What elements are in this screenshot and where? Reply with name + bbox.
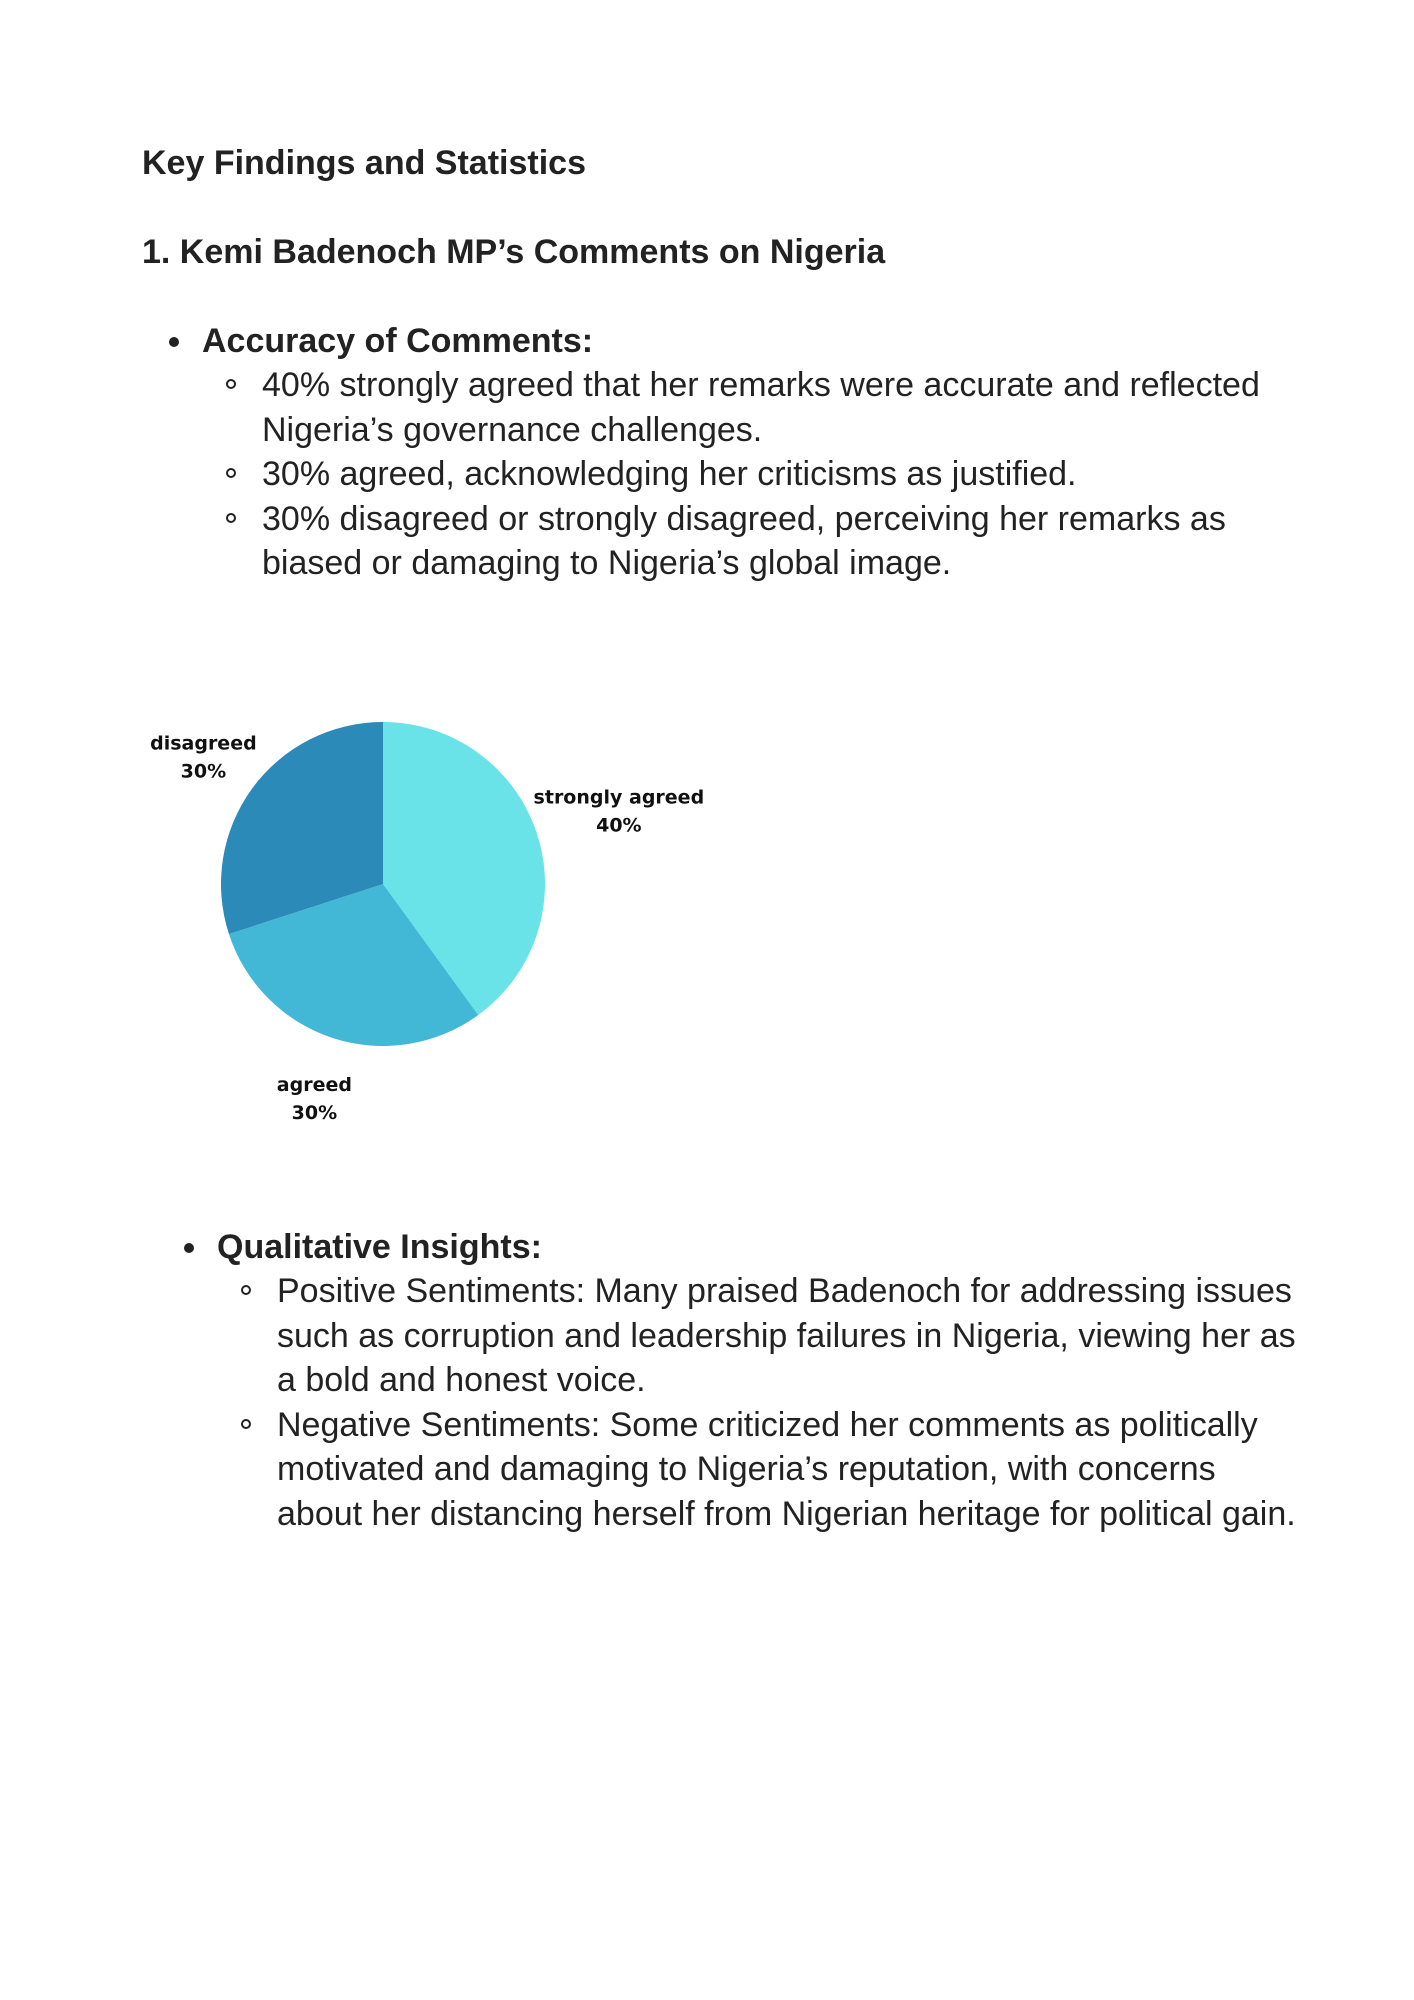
hollow-bullet-icon [226, 379, 236, 389]
hollow-bullet-icon [241, 1285, 251, 1295]
hollow-bullet-icon [241, 1419, 251, 1429]
page-heading: Key Findings and Statistics [142, 144, 586, 182]
accuracy-title-text: Accuracy of Comments: [202, 322, 594, 360]
list-item [202, 363, 1262, 452]
pie-label-name: strongly agreed [533, 786, 705, 809]
hollow-bullet-icon [226, 513, 236, 523]
accuracy-section [202, 319, 1262, 586]
list-item [217, 1269, 1297, 1403]
list-item [217, 1403, 1297, 1537]
hollow-bullet-icon [226, 468, 236, 478]
pie-label-value: 40% [596, 814, 642, 837]
list-item [202, 497, 1262, 586]
pie-label-value: 30% [180, 760, 227, 783]
accuracy-title [202, 319, 1262, 363]
list-item-text: 30% disagreed or strongly disagreed, perceiving her remarks as biased or damaging to Nigeria’s global image. [262, 499, 1226, 582]
pie-label-name: disagreed [150, 732, 257, 755]
section-title: 1. Kemi Badenoch MP’s Comments on Nigeria [142, 233, 886, 271]
bullet-dot-icon [184, 1243, 194, 1253]
accuracy-list [202, 363, 1262, 586]
qualitative-list [217, 1269, 1297, 1536]
list-item [202, 452, 1262, 497]
pie-chart [140, 700, 740, 1120]
list-item-text: Negative Sentiments: Some criticized her comments as politically motivated and damaging to Nigeria’s reputation, with concerns about her distancing herself from Nigerian heritage for political gain. [277, 1405, 1296, 1533]
pie-label-name: agreed [276, 1074, 352, 1097]
qualitative-title [217, 1225, 1297, 1269]
qualitative-section [217, 1225, 1297, 1536]
list-item-text: 30% agreed, acknowledging her criticisms as justified. [262, 455, 1077, 493]
qualitative-title-text: Qualitative Insights: [217, 1228, 542, 1266]
pie-label-value: 30% [291, 1102, 338, 1120]
list-item-text: Positive Sentiments: Many praised Badenoch for addressing issues such as corruption and leadership failures in Nigeria, viewing her as a bold and honest voice. [277, 1272, 1296, 1399]
bullet-dot-icon [169, 337, 179, 347]
list-item-text: 40% strongly agreed that her remarks were accurate and reflected Nigeria’s governance challenges. [262, 366, 1260, 449]
